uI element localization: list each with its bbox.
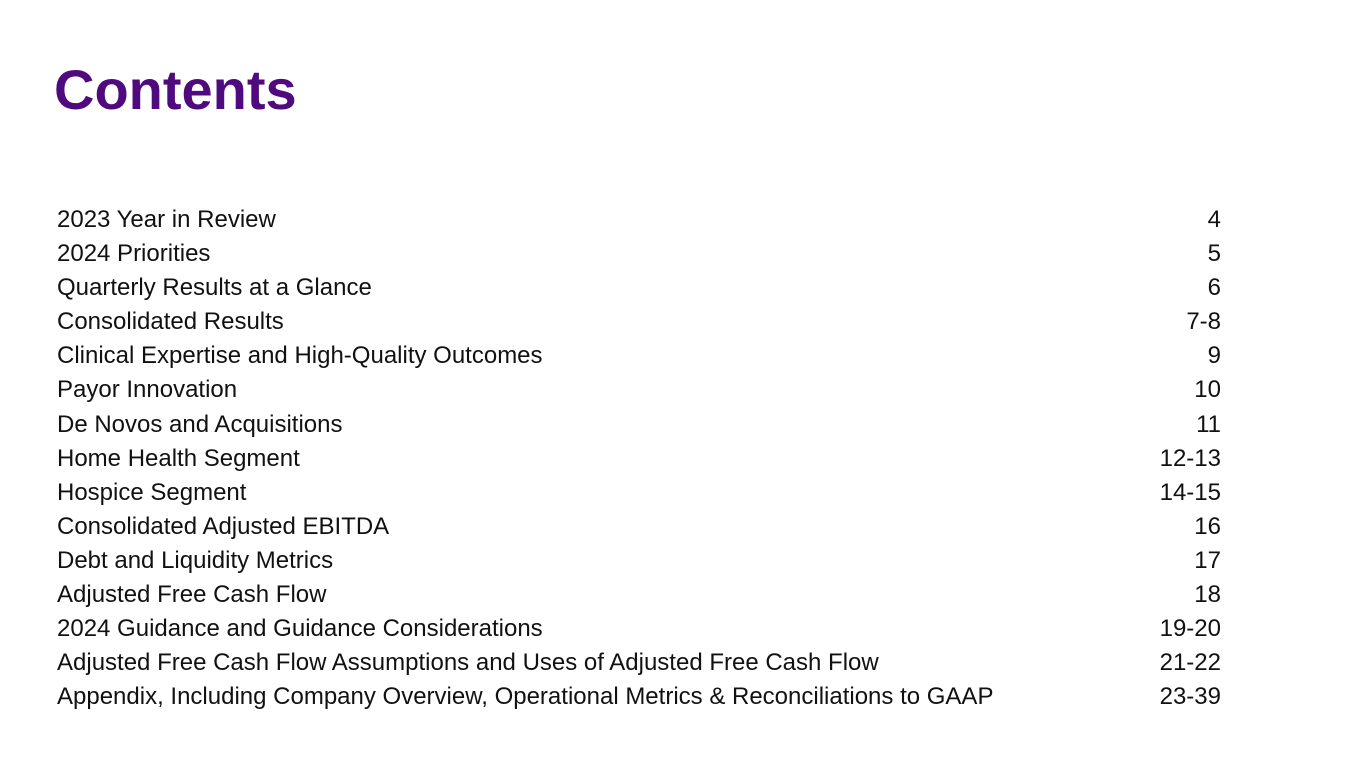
toc-row bbox=[57, 612, 1221, 646]
toc-item-label: Consolidated Results bbox=[57, 308, 284, 336]
toc-row bbox=[57, 476, 1221, 510]
toc-page-number: 11 bbox=[1196, 410, 1221, 438]
toc-page-number: 23-39 bbox=[1159, 683, 1221, 711]
toc-row bbox=[57, 203, 1221, 237]
toc-page-number: 21-22 bbox=[1159, 649, 1221, 677]
toc-row bbox=[57, 305, 1221, 339]
toc-page-number: 16 bbox=[1194, 512, 1221, 540]
toc-item-label: Hospice Segment bbox=[57, 478, 247, 506]
toc-item-label: 2023 Year in Review bbox=[57, 206, 276, 233]
toc-page-number: 10 bbox=[1194, 376, 1221, 404]
toc-item-label: De Novos and Acquisitions bbox=[57, 410, 343, 438]
toc-row bbox=[57, 544, 1221, 578]
toc-row bbox=[57, 237, 1221, 271]
toc-item-label: 2024 Guidance and Guidance Considerations bbox=[57, 615, 543, 643]
toc-page-number: 5 bbox=[1207, 240, 1221, 268]
toc-row bbox=[57, 271, 1221, 305]
toc-page-number: 4 bbox=[1207, 206, 1221, 233]
toc-item-label: Home Health Segment bbox=[57, 444, 300, 472]
toc-row bbox=[57, 442, 1221, 476]
toc-page-number: 12-13 bbox=[1159, 444, 1221, 472]
toc-item-label: Consolidated Adjusted EBITDA bbox=[57, 512, 390, 540]
toc-row bbox=[57, 510, 1221, 544]
toc-page-number: 9 bbox=[1207, 342, 1221, 370]
toc-item-label: Quarterly Results at a Glance bbox=[57, 274, 372, 302]
toc-item-label: Payor Innovation bbox=[57, 376, 238, 404]
toc-row bbox=[57, 646, 1221, 680]
toc-item-label: Appendix, Including Company Overview, Operational Metrics & Reconciliations to GAAP bbox=[57, 683, 994, 711]
toc-page-number: 19-20 bbox=[1159, 615, 1221, 643]
toc-row bbox=[57, 373, 1221, 407]
toc-row bbox=[57, 578, 1221, 612]
toc-item-label: Adjusted Free Cash Flow bbox=[57, 581, 327, 609]
toc-page-number: 14-15 bbox=[1159, 478, 1221, 506]
toc-page-number: 18 bbox=[1194, 581, 1221, 609]
toc-item-label: Debt and Liquidity Metrics bbox=[57, 546, 334, 574]
toc-page-number: 7-8 bbox=[1186, 308, 1221, 336]
page-title: Contents bbox=[54, 58, 297, 121]
toc-page-number: 17 bbox=[1194, 546, 1221, 574]
toc-item-label: Clinical Expertise and High-Quality Outcomes bbox=[57, 342, 543, 370]
toc-page-number: 6 bbox=[1207, 274, 1221, 302]
toc-item-label: 2024 Priorities bbox=[57, 240, 211, 268]
toc-item-label: Adjusted Free Cash Flow Assumptions and Uses of Adjusted Free Cash Flow bbox=[57, 649, 879, 677]
table-of-contents bbox=[57, 203, 1221, 714]
toc-row bbox=[57, 408, 1221, 442]
toc-row bbox=[57, 680, 1221, 714]
toc-row bbox=[57, 339, 1221, 373]
